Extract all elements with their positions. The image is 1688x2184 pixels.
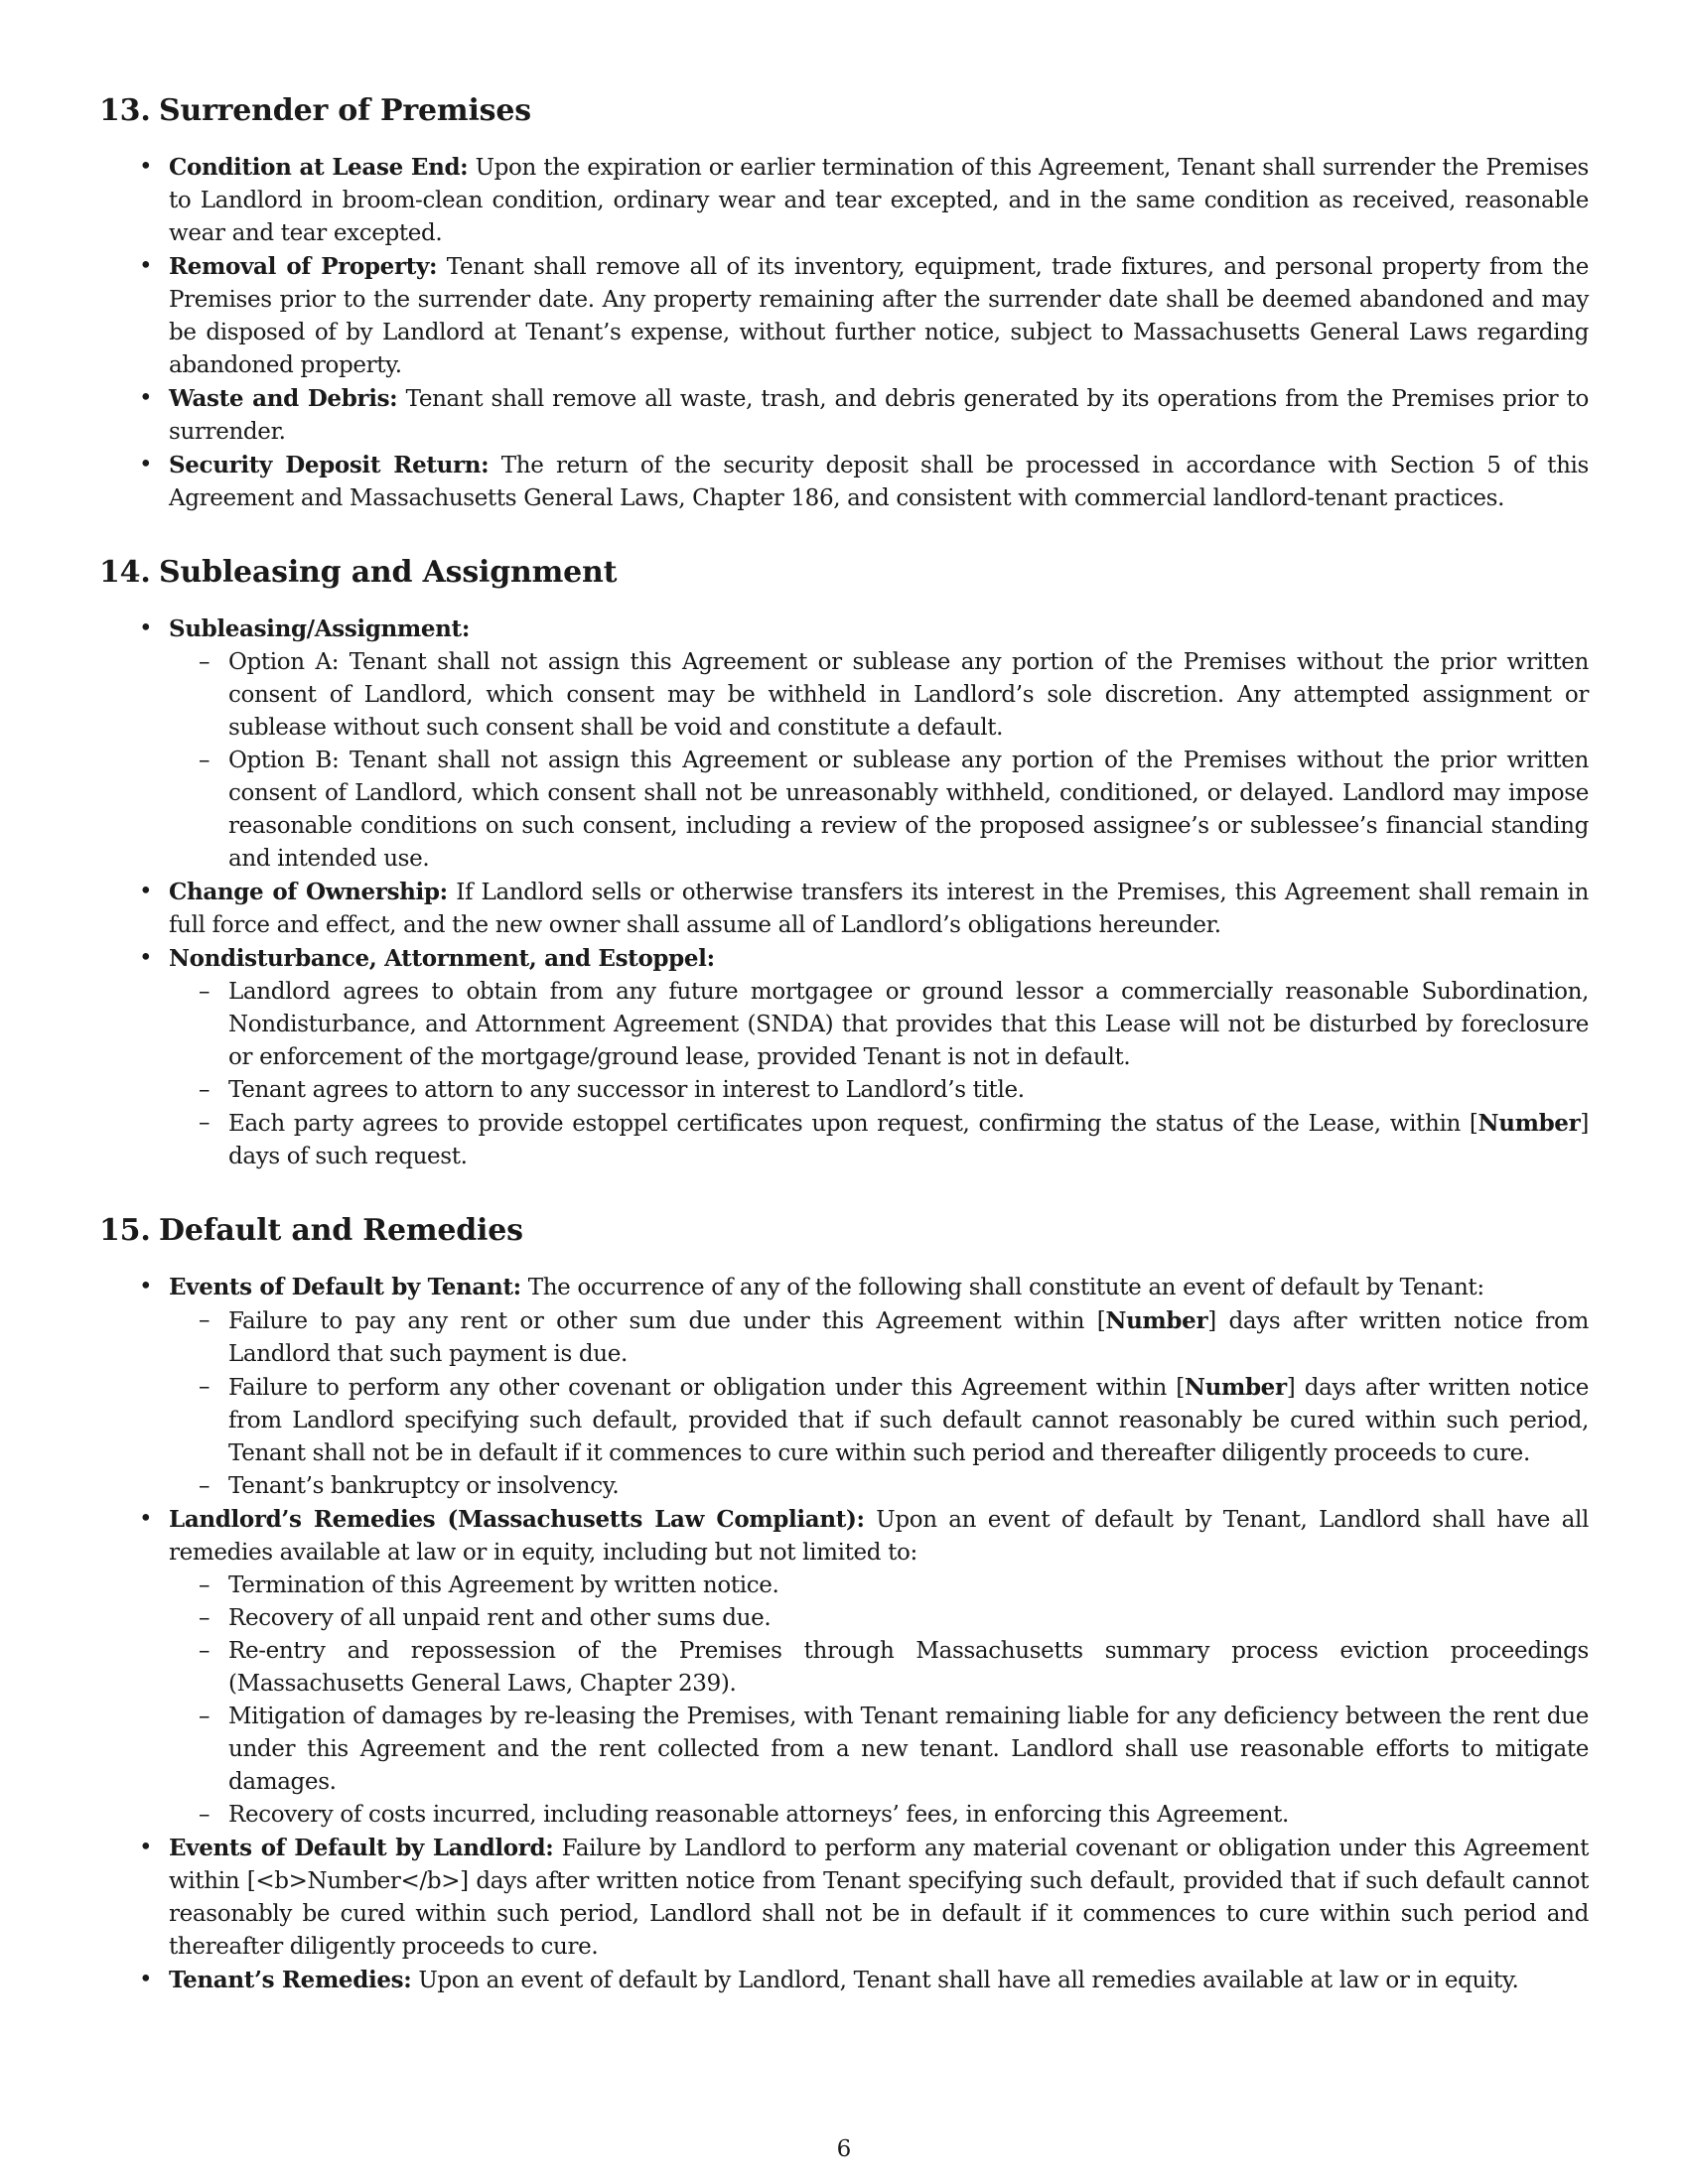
bullet-text: If Landlord sells or otherwise transfers its interest in the Premises, this Agreement shall remain in full force and effect, and the new owner shall assume all of Landlord’s obligations hereunder.: [169, 880, 1590, 938]
bullet-label: Waste and Debris:: [169, 385, 398, 412]
section-title: Default and Remedies: [159, 1213, 523, 1248]
section-number: 15.: [99, 1213, 151, 1248]
page-number: 6: [836, 2136, 852, 2162]
bullet-label: Subleasing/Assignment:: [169, 615, 470, 642]
bullet-label: Removal of Property:: [169, 253, 438, 280]
sub-item: – Mitigation of damages by re-leasing the Premises, with Tenant remaining liable for any deficiency between the rent due under this Agreement and the rent collected from a new tenant. Landlord shall use reasonable efforts to mitigate damages.: [169, 1701, 1589, 1799]
sub-item: – Failure to pay any rent or other sum due under this Agreement within [Number] days after written notice from Landlord that such payment is due.: [169, 1304, 1589, 1371]
bullet-item: [99, 876, 1589, 942]
section-number: 13.: [99, 93, 151, 128]
sub-item: – Tenant agrees to attorn to any successor in interest to Landlord’s title.: [169, 1074, 1589, 1107]
bullet-label: Tenant’s Remedies:: [169, 1967, 412, 1993]
sub-item: – Landlord agrees to obtain from any future mortgagee or ground lessor a commercially reasonable Subordination, Nondisturbance, and Attornment Agreement (SNDA) that provides that this Lease will not be disturbed by foreclosure or enforcement of the mortgage/ground lease, provided Tenant is not in default.: [169, 976, 1589, 1074]
bullet-item: [99, 613, 1589, 876]
bullet-item: [99, 449, 1589, 515]
section-heading: [99, 1211, 1589, 1251]
bullet-item: [99, 1832, 1589, 1964]
bullet-item: [99, 1964, 1589, 1997]
sub-list: [169, 1304, 1589, 1503]
bullet-text: Upon the expiration or earlier termination of this Agreement, Tenant shall surrender the Premises to Landlord in broom-clean condition, ordinary wear and tear excepted, and in the same condition as received, reasonable wear and tear excepted.: [169, 155, 1589, 246]
section-title: Surrender of Premises: [159, 93, 531, 128]
sub-item: – Tenant’s bankruptcy or insolvency.: [169, 1470, 1589, 1503]
bullet-text: Upon an event of default by Tenant, Landlord shall have all remedies available at law or in equity, including but not limited to:: [169, 1507, 1589, 1566]
sub-item: – Option A: Tenant shall not assign this Agreement or sublease any portion of the Premises without the prior written consent of Landlord, which consent may be withheld in Landlord’s sole discretion. Any attempted assignment or sublease without such consent shall be void and constitute a default.: [169, 646, 1589, 745]
sub-item: – Termination of this Agreement by written notice.: [169, 1570, 1589, 1602]
bullet-text: Tenant shall remove all waste, trash, and debris generated by its operations from the Premises prior to surrender.: [169, 386, 1589, 445]
sub-item: – Failure to perform any other covenant or obligation under this Agreement within [Number] days after written notice from Landlord specifying such default, provided that if such default cannot reasonably be cured within such period, Tenant shall not be in default if it commences to cure within such period and thereafter diligently proceeds to cure.: [169, 1371, 1589, 1470]
bullet-label: Security Deposit Return:: [169, 452, 490, 478]
bullet-label: Change of Ownership:: [169, 879, 448, 905]
sub-list: [169, 976, 1589, 1173]
bullet-item: [99, 250, 1589, 382]
section-15: [99, 1211, 1589, 1997]
document-body: [99, 91, 1589, 2035]
bullet-list: [99, 613, 1589, 1173]
bullet-label: Events of Default by Tenant:: [169, 1274, 521, 1300]
bullet-list: [99, 151, 1589, 515]
sub-item: – Recovery of all unpaid rent and other sums due.: [169, 1602, 1589, 1635]
sub-list: [169, 1570, 1589, 1832]
section-title: Subleasing and Assignment: [159, 555, 618, 590]
sub-list: [169, 646, 1589, 876]
bullet-item: [99, 1503, 1589, 1832]
bullet-list: [99, 1271, 1589, 1997]
bullet-item: [99, 151, 1589, 250]
bullet-text: Upon an event of default by Landlord, Tenant shall have all remedies available at law or in equity.: [411, 1968, 1519, 1993]
section-heading: [99, 91, 1589, 131]
bullet-item: [99, 942, 1589, 1173]
bullet-label: Condition at Lease End:: [169, 154, 469, 181]
bullet-text: Tenant shall remove all of its inventory, equipment, trade fixtures, and personal property from the Premises prior to the surrender date. Any property remaining after the surrender date shall be deemed abandoned and may be disposed of by Landlord at Tenant’s expense, without further notice, subject to Massachusetts General Laws regarding abandoned property.: [169, 254, 1589, 378]
sub-item: – Re-entry and repossession of the Premises through Massachusetts summary process eviction proceedings (Massachusetts General Laws, Chapter 239).: [169, 1635, 1589, 1701]
sub-item: – Recovery of costs incurred, including reasonable attorneys’ fees, in enforcing this Agreement.: [169, 1799, 1589, 1832]
bullet-text: The return of the security deposit shall be processed in accordance with Section 5 of this Agreement and Massachusetts General Laws, Chapter 186, and consistent with commercial landlord-tenant practices.: [169, 453, 1589, 511]
sub-item: – Option B: Tenant shall not assign this Agreement or sublease any portion of the Premises without the prior written consent of Landlord, which consent shall not be unreasonably withheld, conditioned, or delayed. Landlord may impose reasonable conditions on such consent, including a review of the proposed assignee’s or sublessee’s financial standing and intended use.: [169, 745, 1589, 876]
bullet-label: Nondisturbance, Attornment, and Estoppel:: [169, 945, 715, 972]
section-13: [99, 91, 1589, 515]
section-14: [99, 553, 1589, 1173]
bullet-label: Events of Default by Landlord:: [169, 1835, 554, 1861]
section-heading: [99, 553, 1589, 593]
sub-item: – Each party agrees to provide estoppel certificates upon request, confirming the status of the Lease, within [Number] days of such request.: [169, 1107, 1589, 1173]
bullet-item: [99, 1271, 1589, 1503]
section-number: 14.: [99, 555, 151, 590]
bullet-text: Failure by Landlord to perform any material covenant or obligation under this Agreement within [<b>Number</b>] days after written notice from Tenant specifying such default, provided that if such default cannot reasonably be cured within such period, Landlord shall not be in default if it commences to cure within such period and thereafter diligently proceeds to cure.: [169, 1836, 1589, 1960]
bullet-item: [99, 382, 1589, 449]
bullet-text: The occurrence of any of the following shall constitute an event of default by Tenant:: [520, 1275, 1484, 1300]
bullet-label: Landlord’s Remedies (Massachusetts Law Compliant):: [169, 1506, 865, 1533]
